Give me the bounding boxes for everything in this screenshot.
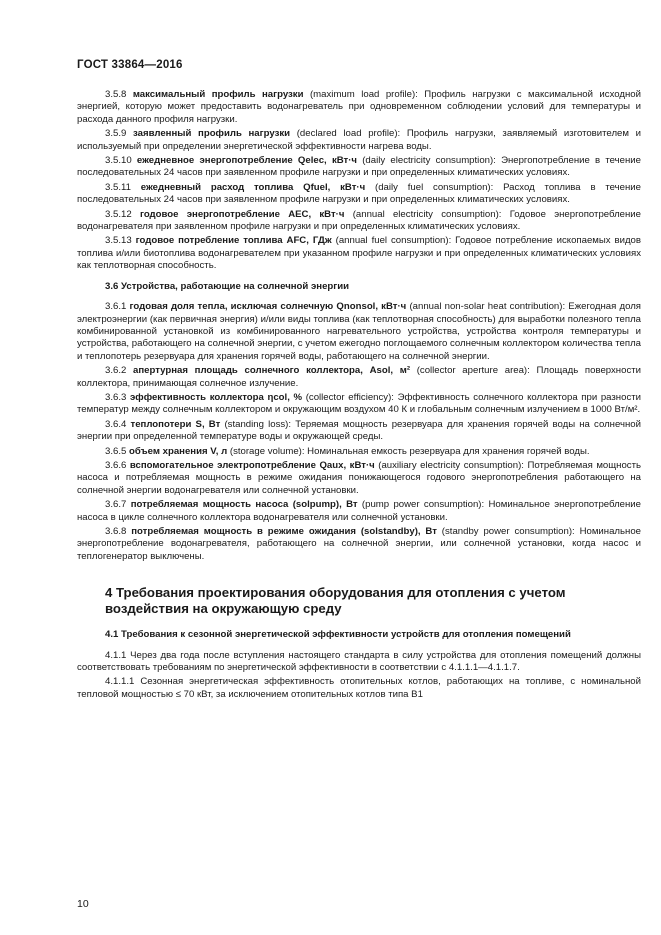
definition-term: ежедневный расход топлива Qfuel, кВт·ч [140, 181, 366, 193]
definition-3-5-10 [77, 155, 641, 180]
definitions-list-b [77, 301, 641, 563]
paragraph-4-1-1: 4.1.1 Через два года после вступления настоящего стандарта в силу устройства для отопления помещений должны соответствовать требованиям по энергетической эффективности в соответствии с 4.1.1.1—4.1.1.7. [77, 649, 641, 674]
definition-3-6-3 [77, 392, 641, 417]
definition-number: 3.5.8 [105, 89, 127, 100]
definition-text: (standing loss): Теряемая мощность резервуара для хранения горячей воды на солнечной энергии при определенной температуре воды и окружающей среды. [77, 418, 641, 443]
definition-3-6-1 [77, 301, 641, 363]
definition-text: (maximum load profile): Профиль нагрузки с максимальной исходной энергией, которую может предоставить водонагреватель при одновременном соблюдении условий для температуры и расхода данного профиля нагрузки. [77, 89, 641, 125]
definition-3-6-4 [77, 419, 641, 444]
definition-text: (collector aperture area): Площадь поверхности коллектора, принимающая солнечное излучение. [77, 365, 641, 389]
definition-3-5-8 [77, 89, 641, 126]
definition-number: 3.5.10 [105, 155, 132, 167]
definition-3-5-9 [77, 128, 641, 153]
definition-number: 3.6.4 [105, 418, 127, 430]
paragraph-4-1-1-1: 4.1.1.1 Сезонная энергетическая эффективность отопительных котлов, работающих на топливе, с номинальной тепловой мощностью ≤ 70 кВт, за исключением отопительных котлов типа В1 [77, 676, 641, 700]
definition-number: 3.6.3 [105, 391, 127, 403]
definition-3-6-2 [77, 365, 641, 390]
definition-3-6-6 [77, 460, 641, 497]
definition-term: объем хранения V, л [129, 445, 228, 457]
definition-text: (daily electricity consumption): Энергопотребление в течение последовательных 24 часов при заявленном профиле нагрузки и при определенных климатических условиях. [77, 155, 642, 179]
chapter-heading-4: 4 Требования проектирования оборудования для отопления с учетом воздействия на окружающую среду [105, 585, 566, 617]
definition-text: (storage volume): Номинальная емкость резервуара для хранения горячей воды. [227, 445, 590, 457]
definition-3-6-8 [77, 526, 641, 563]
definition-term: ежедневное энергопотребление Qelec, кВт·ч [136, 155, 358, 167]
definition-term: годовая доля тепла, исключая солнечную Qnonsol, кВт·ч [129, 301, 407, 313]
page-number: 10 [77, 898, 89, 910]
definition-3-5-13 [77, 235, 641, 272]
definition-number: 3.6.6 [105, 459, 127, 471]
definition-term: заявленный профиль нагрузки [133, 128, 291, 140]
definition-term: эффективность коллектора ηcol, % [130, 391, 303, 403]
definition-3-6-7 [77, 499, 641, 524]
definition-text: (collector efficiency): Эффективность солнечного коллектора при разности температур между солнечным коллектором и окружающим воздухом 40 К и глобальным солнечным излучением в 1000 Вт/м². [77, 391, 641, 416]
definition-text: (annual electricity consumption): Годовое энергопотребление водонагревателя при заявленном профиле нагрузки и при определенных климатических условиях. [77, 208, 641, 233]
definition-text: (pump power consumption): Номинальное энергопотребление насоса в цикле солнечного коллектора водонагревателя или солнечной установки. [77, 499, 641, 523]
document-header: ГОСТ 33864—2016 [77, 59, 183, 71]
definition-text: (daily fuel consumption): Расход топлива в течение последовательных 24 часов при заявленном профиле нагрузки и при определенных климатических условиях. [77, 181, 641, 206]
definition-text: (standby power consumption): Номинальное энергопотребление водонагревателя, работающего на солнечной энергии, или солнечной установки, когда насос и теплогенератор выключены. [77, 526, 641, 562]
definition-number: 3.6.8 [105, 526, 127, 537]
definition-term: потребляемая мощность насоса (solpump), Вт [130, 499, 358, 511]
definition-term: вспомогательное электропотребление Qaux, кВт·ч [129, 459, 375, 471]
definition-text: (annual non-solar heat contribution): Ежегодная доля электроэнергии (как первичная энергия) и/или виды топлива (как теплотворная способность) для выработки полезного тепла комбинированной установкой из комбинированного нагревательного устройства, устройства контроля температуры и устройства, работающего на солнечной энергии, с учетом ежегодно поглощаемого солнечным коллектором количества тепла и теплопотерь резервуара для хранения горячей воды, работающего на солнечной энергии. [77, 301, 641, 362]
definition-number: 3.6.1 [105, 301, 127, 313]
definition-number: 3.6.7 [105, 499, 127, 511]
definition-term: годовое энергопотребление AEC, кВт·ч [139, 208, 345, 220]
definition-term: апертурная площадь солнечного коллектора, Asol, м² [133, 365, 411, 377]
definition-term: потребляемая мощность в режиме ожидания (solstandby), Вт [131, 526, 437, 537]
definition-term: теплопотери S, Вт [130, 418, 221, 430]
definition-text: (annual fuel consumption): Годовое потребление ископаемых видов топлива и/или биотоплива водонагревателем при указанном профиле нагрузки и при определенных климатических условиях как теплотворная способность. [77, 235, 641, 272]
section-heading-3-6: 3.6 Устройства, работающие на солнечной энергии [105, 280, 350, 292]
definition-number: 3.5.9 [105, 128, 127, 140]
page-content [77, 89, 641, 703]
definition-text: (declared load profile): Профиль нагрузки, заявляемый изготовителем и используемый при определении энергетической эффективности нагрева воды. [77, 128, 642, 152]
section-heading-4-1: 4.1 Требования к сезонной энергетической эффективности устройств для отопления помещений [105, 629, 571, 641]
definition-number: 3.5.13 [105, 235, 132, 247]
definition-number: 3.5.12 [105, 208, 132, 220]
definition-number: 3.5.11 [105, 181, 131, 193]
definitions-list-a [77, 89, 641, 273]
definition-3-5-11 [77, 182, 641, 207]
definition-number: 3.6.2 [105, 365, 127, 377]
definition-number: 3.6.5 [105, 445, 127, 457]
definition-3-6-5 [77, 446, 641, 458]
definition-text: (auxiliary electricity consumption): Потребляемая мощность насоса и потребляемая мощность в режиме ожидания понижающегося годового энергопотребления работающего на солнечной энергии водонагревателя или солнечной установки. [77, 459, 641, 496]
definition-term: максимальный профиль нагрузки [132, 89, 304, 100]
definition-3-5-12 [77, 209, 641, 234]
definition-term: годовое потребление топлива AFC, ГДж [135, 235, 332, 247]
